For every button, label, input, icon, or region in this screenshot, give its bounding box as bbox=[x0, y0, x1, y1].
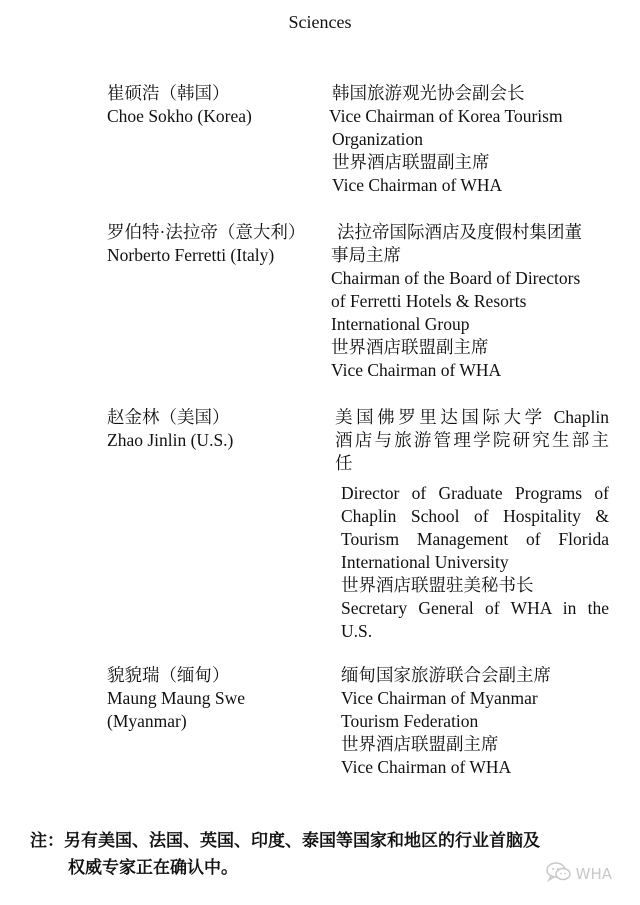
title-line: 世界酒店联盟驻美秘书长 bbox=[341, 575, 534, 595]
footnote bbox=[30, 828, 620, 882]
title-line: 世界酒店联盟副主席 bbox=[341, 734, 499, 754]
footnote-line: 注：另有美国、法国、英国、印度、泰国等国家和地区的行业首脑及 bbox=[30, 831, 540, 851]
title-line: 任 bbox=[335, 453, 353, 473]
title-line: of Ferretti Hotels & Resorts bbox=[331, 291, 527, 311]
title-line: Organization bbox=[332, 129, 424, 149]
title-line: Vice Chairman of WHA bbox=[341, 757, 512, 777]
name-chinese: 崔硕浩（韩国） bbox=[107, 83, 230, 103]
title-line: 世界酒店联盟副主席 bbox=[332, 152, 490, 172]
title-line: Tourism Federation bbox=[341, 711, 479, 731]
person-name bbox=[107, 82, 327, 128]
title-line: 事局主席 bbox=[331, 245, 401, 265]
title-line: Chairman of the Board of Directors bbox=[331, 268, 581, 288]
name-english: Zhao Jinlin (U.S.) bbox=[107, 430, 234, 450]
title-line: International University bbox=[341, 552, 509, 572]
name-english-country: (Myanmar) bbox=[107, 711, 187, 731]
title-line: Director of Graduate Programs of bbox=[341, 483, 609, 503]
title-line: 韩国旅游观光协会副会长 bbox=[332, 83, 525, 103]
title-line: Vice Chairman of Korea Tourism bbox=[329, 106, 563, 126]
title-line: Vice Chairman of Myanmar bbox=[341, 688, 538, 708]
title-line: Vice Chairman of WHA bbox=[331, 360, 502, 380]
title-line: 酒店与旅游管理学院研究生部主 bbox=[335, 430, 609, 450]
person-name bbox=[107, 221, 327, 267]
name-chinese: 赵金林（美国） bbox=[107, 407, 230, 427]
name-english: Choe Sokho (Korea) bbox=[107, 106, 252, 126]
wechat-icon bbox=[546, 862, 572, 886]
title-line: 法拉帝国际酒店及度假村集团董 bbox=[337, 222, 582, 242]
person-name bbox=[107, 664, 327, 733]
page-header: Sciences bbox=[288, 12, 352, 32]
person-name bbox=[107, 406, 327, 452]
title-line: 缅甸国家旅游联合会副主席 bbox=[341, 665, 551, 685]
title-line: U.S. bbox=[341, 621, 373, 641]
name-english: Norberto Ferretti (Italy) bbox=[107, 245, 275, 265]
watermark-text: WHA bbox=[575, 865, 612, 883]
footnote-line: 权威专家正在确认中。 bbox=[68, 858, 238, 878]
person-title bbox=[329, 82, 563, 197]
title-line: Tourism Management of Florida bbox=[341, 529, 609, 549]
name-chinese: 罗伯特·法拉帝（意大利） bbox=[107, 222, 306, 242]
title-line: Chaplin School of Hospitality & bbox=[341, 506, 609, 526]
title-line: Vice Chairman of WHA bbox=[332, 175, 503, 195]
title-line: 美国佛罗里达国际大学 Chaplin bbox=[335, 407, 609, 427]
person-title bbox=[331, 221, 582, 382]
title-line: 世界酒店联盟副主席 bbox=[331, 337, 489, 357]
name-english: Maung Maung Swe bbox=[107, 688, 246, 708]
person-title-english bbox=[341, 482, 609, 643]
name-chinese: 貌貌瑞（缅甸） bbox=[107, 665, 230, 685]
person-title bbox=[335, 406, 609, 475]
title-line: International Group bbox=[331, 314, 470, 334]
person-title bbox=[341, 664, 551, 779]
title-line: Secretary General of WHA in the bbox=[341, 598, 609, 618]
watermark bbox=[546, 862, 612, 886]
